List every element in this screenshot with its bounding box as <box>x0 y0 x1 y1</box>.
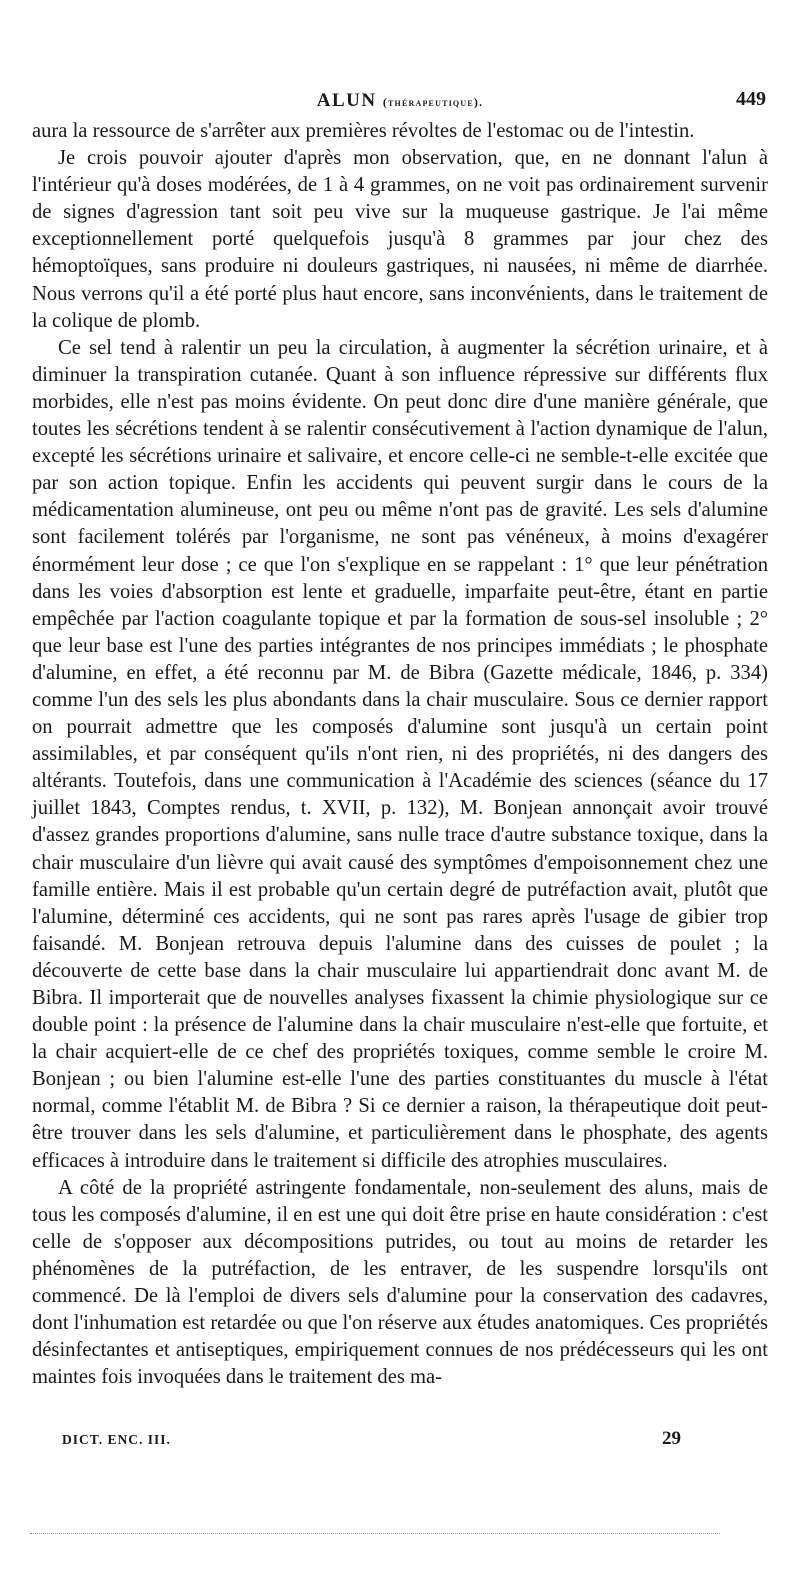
running-title-main: ALUN <box>316 90 377 111</box>
running-title-sub: (thérapeutique). <box>382 95 484 109</box>
paragraph-continuation: aura la ressource de s'arrêter aux premières révoltes de l'estomac ou de l'intestin. <box>32 120 695 142</box>
signature-mark: DICT. ENC. III. <box>62 1432 171 1447</box>
paragraph: Je crois pouvoir ajouter d'après mon observation, que, en ne donnant l'alun à l'intérieur qu'à doses modérées, de 1 à 4 grammes, on ne voit pas ordinairement survenir de signes d'agression tant soit peu vive sur la muqueuse gastrique. Je l'ai même exceptionnellement porté quelquefois jusqu'à 8 grammes par jour chez des hémoptoïques, sans produire ni douleurs gastriques, ni nausées, ni même de diarrhée. Nous verrons qu'il a été porté plus haut encore, sans inconvénients, dans le traitement de la colique de plomb. <box>32 147 768 332</box>
paragraph: Ce sel tend à ralentir un peu la circulation, à augmenter la sécrétion urinaire, et à diminuer la transpiration cutanée. Quant à son influence répressive sur différents flux morbides, elle n'est pas moins évidente. On peut donc dire d'une manière générale, que toutes les sécrétions tendent à se ralentir consécutivement à l'action dynamique de l'alun, excepté les sécrétions urinaire et salivaire, et encore celle-ci ne semble-t-elle excitée que par son action topique. Enfin les accidents qui peuvent surgir dans le cours de la médicamentation alumineuse, ont peu ou même n'ont pas de gravité. Les sels d'alumine sont facilement tolérés par l'organisme, ne sont pas vénéneux, à moins d'exagérer énormément leur dose ; ce que l'on s'explique en se rappelant : 1° que leur pénétration dans les voies d'absorption est lente et graduelle, imparfaite peut-être, étant en partie empêchée par l'action coagulante topique et par la formation de sous-sel insoluble ; 2° que leur base est l'une des parties intégrantes de nos principes immédiats ; le phosphate d'alumine, en effet, a été reconnu par M. de Bibra (Gazette médicale, 1846, p. 334) comme l'un des sels les plus abondants dans la chair musculaire. Sous ce dernier rapport on pourrait admettre que les composés d'alumine sont jusqu'à un certain point assimilables, et par conséquent qu'ils n'ont rien, ni des propriétés, ni des dangers des altérants. Toutefois, dans une communication à l'Académie des sciences (séance du 17 juillet 1843, Comptes rendus, t. XVII, p. 132), M. Bonjean annonçait avoir trouvé d'assez grandes proportions d'alumine, sans nulle trace d'autre substance toxique, dans la chair musculaire d'un lièvre qui avait causé des symptômes d'empoisonnement chez une famille entière. Mais il est probable qu'un certain degré de putréfaction avait, plutôt que l'alumine, déterminé ces accidents, qui ne sont pas rares après l'usage de gibier trop faisandé. M. Bonjean retrouva depuis l'alumine dans des cuisses de poulet ; la découverte de cette base dans la chair musculaire lui appartiendrait donc avant M. de Bibra. Il importerait que de nouvelles analyses fixassent la chimie physiologique sur ce double point : la présence de l'alumine dans la chair musculaire n'est-elle que fortuite, et la chair acquiert-elle de ce chef des propriétés toxiques, comme semble le croire M. Bonjean ; ou bien l'alumine est-elle l'une des parties constituantes du muscle à l'état normal, comme l'établit M. de Bibra ? Si ce dernier a raison, la thérapeutique doit peut-être trouver dans les sels d'alumine, et particulièrement dans le phosphate, des agents efficaces à introduire dans le traitement si difficile des atrophies musculaires. <box>32 336 768 1172</box>
paragraph: A côté de la propriété astringente fondamentale, non-seulement des aluns, mais de tous les composés d'alumine, il en est une qui doit être prise en haute considération : c'est celle de s'opposer aux décompositions putrides, ou tout au moins de retarder les phénomènes de la putréfaction, de les entraver, de les suspendre lorsqu'ils ont commencé. De là l'emploi de divers sels d'alumine pour la conservation des cadavres, dont l'inhumation est retardée ou que l'on réserve aux études anatomiques. Ces propriétés désinfectantes et antiseptiques, empiriquement connues de nos prédécesseurs qui les ont maintes fois invoquées dans le traitement des ma- <box>32 1176 768 1389</box>
page-number: 449 <box>736 88 766 110</box>
bottom-dotted-rule <box>30 1533 720 1534</box>
page <box>32 84 768 1391</box>
signature-number: 29 <box>662 1428 681 1449</box>
body-text <box>32 118 768 1391</box>
running-head <box>32 84 768 118</box>
running-title <box>32 90 768 112</box>
